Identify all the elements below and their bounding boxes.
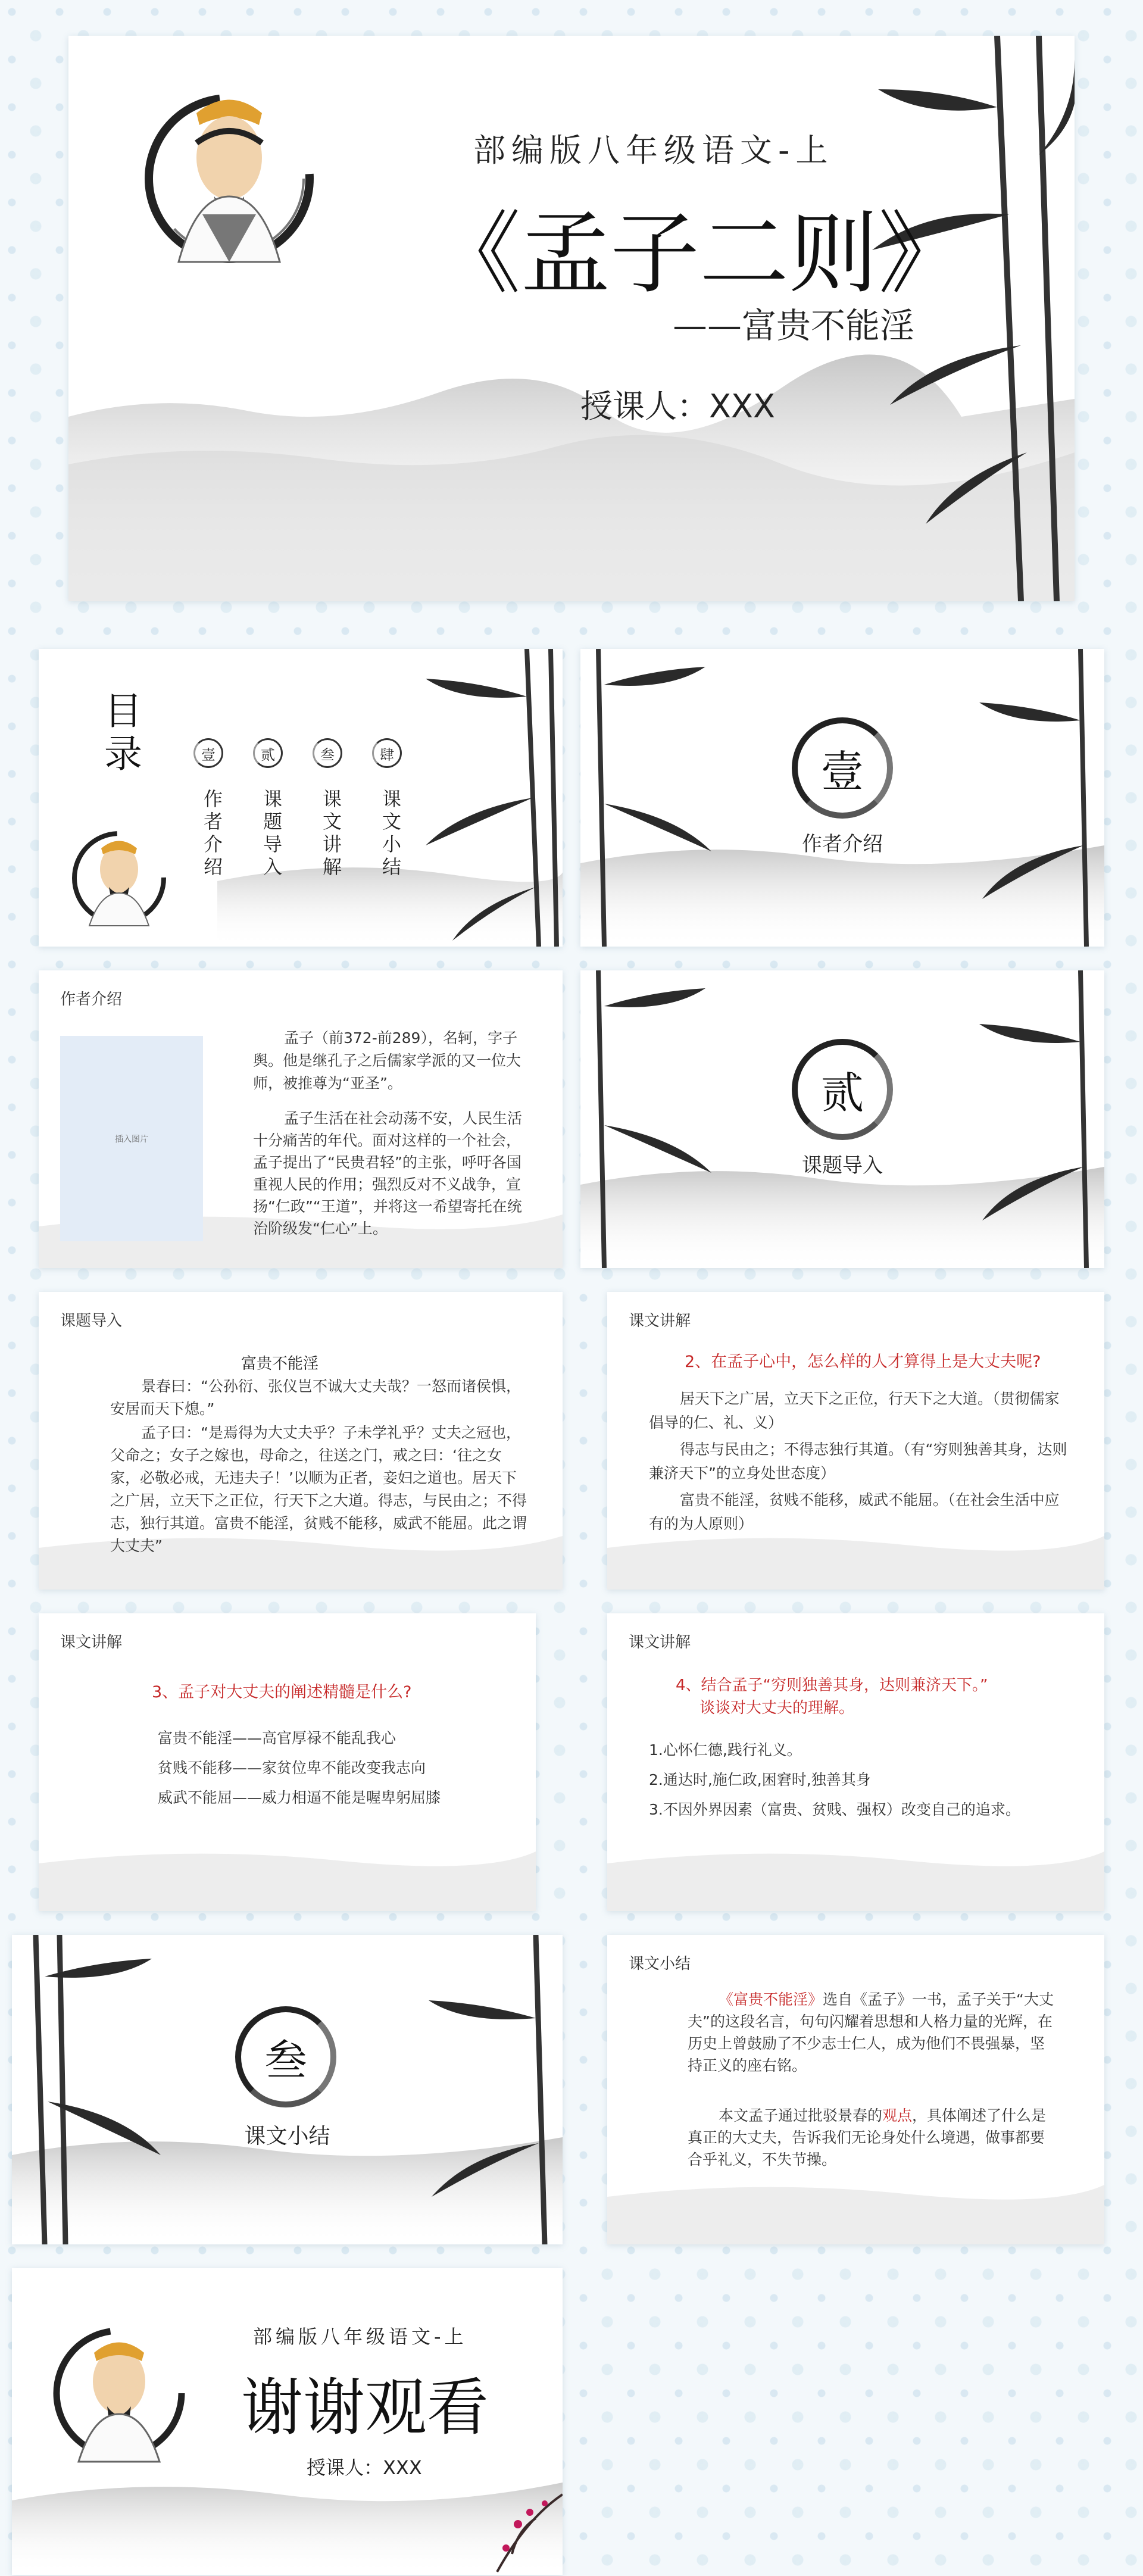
section-3-label: 课文小结 xyxy=(244,2124,330,2149)
section-2-number: 贰 xyxy=(792,1039,893,1140)
slide-lesson-2[interactable] xyxy=(607,1292,1104,1590)
lesson-3-line-1: 富贵不能淫——高官厚禄不能乱我心 xyxy=(158,1729,396,1747)
author-heading: 作者介绍 xyxy=(60,991,123,1008)
end-title: 谢谢观看 xyxy=(241,2371,489,2444)
lesson-4-line-1: 1.心怀仁德,践行礼义。 xyxy=(649,1741,802,1759)
summary-paragraph-2-a: 本文孟子通过批驳景春的 xyxy=(719,2107,883,2124)
image-placeholder-label: 插入图片 xyxy=(115,1134,148,1144)
end-subtitle: 部编版八年级语文-上 xyxy=(253,2325,467,2348)
intro-poem-title: 富贵不能淫 xyxy=(241,1355,319,1373)
author-paragraph-2: 孟子生活在社会动荡不安，人民生活十分痛苦的年代。面对这样的一个社会，孟子提出了“民贵君轻”的主张，呼吁各国重视人民的作用；强烈反对不义战争，宣扬“仁政”“王道”，并将这一希望寄托在统治阶级发“仁心”上。 xyxy=(253,1110,523,1237)
end-portrait xyxy=(42,2316,190,2465)
mencius-portrait-icon xyxy=(63,822,170,929)
slide-title[interactable] xyxy=(68,36,1075,601)
lesson-3-line-3: 威武不能屈——威力相逼不能是喔卑躬屈膝 xyxy=(158,1789,441,1806)
toc-heading: 目录 xyxy=(98,691,142,776)
section-1-label: 作者介绍 xyxy=(802,832,883,856)
lesson-2-paragraph-3: 富贵不能淫，贫贱不能移，威武不能屈。（在社会生活中应有的为人原则） xyxy=(649,1491,1060,1532)
lesson-2-paragraph-2: 得志与民由之；不得志独行其道。（有“穷则独善其身，达则兼济天下”的立身处世态度） xyxy=(649,1441,1067,1482)
slide-section-1[interactable] xyxy=(580,649,1104,947)
summary-paragraph-1 xyxy=(688,1988,1057,2077)
intro-paragraph-2: 孟子曰：“是焉得为大丈夫乎？子未学礼乎？丈夫之冠也，父命之；女子之嫁也，母命之，往送之门，戒之曰：‘往之女家，必敬必戒，无违夫子！’以顺为正者，妾妇之道也。居天下之广居，立天下之正位，行天下之大道。得志，与民由之；不得志，独行其道。富贵不能淫，贫贱不能移，威武不能屈。此之谓大丈夫” xyxy=(110,1424,527,1554)
toc-item-1-num: 壹 xyxy=(193,738,223,768)
section-3-number: 叁 xyxy=(235,2006,336,2107)
toc-item-1-label: 作者介绍 xyxy=(201,789,223,879)
toc-item-4-num: 肆 xyxy=(372,738,402,768)
ink-mountains-decoration xyxy=(607,1613,1104,1911)
end-teacher: 授课人：XXX xyxy=(307,2456,422,2479)
toc-item-4-label: 课文小结 xyxy=(379,789,402,879)
lesson-4-question-line-1: 4、结合孟子“穷则独善其身，达则兼济天下。” xyxy=(676,1676,988,1694)
summary-viewpoint-highlight: 观点 xyxy=(882,2107,913,2124)
lesson-4-heading: 课文讲解 xyxy=(629,1634,691,1651)
slide-lesson-3[interactable] xyxy=(39,1613,536,1911)
mencius-portrait xyxy=(125,77,316,268)
slide-author[interactable] xyxy=(39,970,563,1268)
lesson-3-question: 3、孟子对大丈夫的阐述精髓是什么? xyxy=(152,1683,412,1701)
slide-intro[interactable] xyxy=(39,1292,563,1590)
slide-lesson-4[interactable] xyxy=(607,1613,1104,1911)
lesson-4-line-2: 2.通达时,施仁政,困窘时,独善其身 xyxy=(649,1771,871,1788)
summary-title-highlight: 《富贵不能淫》 xyxy=(719,1991,823,2008)
slide-thanks[interactable] xyxy=(12,2268,563,2575)
lesson-4-question-line-2: 谈谈对大丈夫的理解。 xyxy=(699,1699,855,1717)
image-placeholder[interactable] xyxy=(60,1036,203,1241)
ink-mountains-decoration xyxy=(607,1935,1104,2244)
slide-summary[interactable] xyxy=(607,1935,1104,2244)
mencius-portrait-icon xyxy=(125,77,316,268)
summary-paragraph-1-text: 选自《孟子》一书，孟子关于“大丈夫”的这段名言，句句闪耀着思想和人格力量的光辉，在历史上曾鼓励了不少志士仁人，成为他们不畏强暴，坚持正义的座右铭。 xyxy=(688,1991,1054,2074)
slide-toc[interactable] xyxy=(39,649,563,947)
lesson-3-line-2: 贫贱不能移——家贫位卑不能改变我志向 xyxy=(158,1759,426,1776)
toc-portrait xyxy=(63,822,170,929)
lesson-4-line-3: 3.不因外界因素（富贵、贫贱、强权）改变自己的追求。 xyxy=(649,1801,1020,1818)
title-main: 《孟子二则》 xyxy=(432,202,968,306)
lesson-2-heading: 课文讲解 xyxy=(629,1312,691,1330)
intro-heading: 课题导入 xyxy=(60,1312,123,1330)
toc-item-3-num: 叁 xyxy=(313,738,342,768)
author-paragraph-1: 孟子（前372-前289），名轲，字子舆。他是继孔子之后儒家学派的又一位大师，被推尊为“亚圣”。 xyxy=(253,1029,521,1092)
section-2-label: 课题导入 xyxy=(802,1154,883,1178)
lesson-3-heading: 课文讲解 xyxy=(60,1634,123,1651)
summary-heading: 课文小结 xyxy=(629,1955,691,1973)
toc-item-3-label: 课文讲解 xyxy=(320,789,342,879)
lesson-2-question: 2、在孟子心中，怎么样的人才算得上是大丈夫呢? xyxy=(685,1353,1041,1371)
slide-section-3[interactable] xyxy=(12,1935,563,2244)
intro-paragraph-1: 景春曰：“公孙衍、张仪岂不诚大丈夫哉？一怒而诸侯惧，安居而天下熄。” xyxy=(110,1378,521,1417)
mencius-portrait-icon xyxy=(42,2316,190,2465)
title-subtitle: 部编版八年级语文-上 xyxy=(473,132,834,169)
toc-item-2-num: 贰 xyxy=(253,738,283,768)
section-1-number: 壹 xyxy=(792,717,893,819)
title-tagline: ——富贵不能淫 xyxy=(673,305,915,346)
slide-section-2[interactable] xyxy=(580,970,1104,1268)
toc-item-2-label: 课题导入 xyxy=(260,789,283,879)
summary-paragraph-2-b: ，具体阐述了什么是真正的大丈夫，告诉我们无论身处什么境遇，做事都要合乎礼义，不失节操。 xyxy=(688,2107,1047,2168)
lesson-2-paragraph-1: 居天下之广居，立天下之正位，行天下之大道。（贯彻儒家倡导的仁、礼、义） xyxy=(649,1390,1060,1431)
title-teacher: 授课人：XXX xyxy=(580,388,775,425)
summary-paragraph-2 xyxy=(688,2104,1057,2171)
